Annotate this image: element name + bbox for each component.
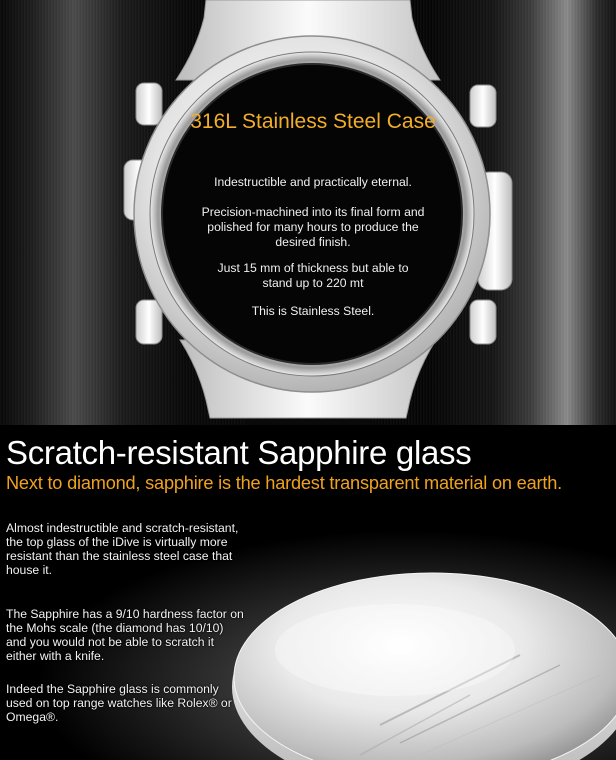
left-lower-pusher [136, 300, 162, 344]
left-upper-pusher [136, 83, 162, 125]
sapphire-paragraph-1: Almost indestructible and scratch-resistant, the top glass of the iDive is virtually more resistant than the stainless steel case that house it. [6, 521, 239, 577]
right-upper-pusher [470, 85, 496, 127]
case-paragraph-2: Precision-machined into its final form and polished for many hours to produce the desired finish. [201, 205, 425, 249]
case-paragraph-4: This is Stainless Steel. [251, 304, 375, 318]
case-paragraph-3: Just 15 mm of thickness but able to stand up to 220 mt [217, 261, 409, 290]
sapphire-title: Scratch-resistant Sapphire glass [6, 434, 472, 471]
sapphire-paragraph-3: Indeed the Sapphire glass is commonly used on top range watches like Rolex® or Omega®. [6, 682, 232, 724]
sapphire-subtitle: Next to diamond, sapphire is the hardest transparent material on earth. [6, 473, 562, 493]
sapphire-panel [0, 425, 616, 760]
case-title: 316L Stainless Steel Case [190, 110, 436, 133]
case-paragraph-1: Indestructible and practically eternal. [214, 175, 412, 189]
sapphire-paragraph-2: The Sapphire has a 9/10 hardness factor on the Mohs scale (the diamond has 10/10) and you would not be able to scratch it either with a knife. [6, 607, 244, 663]
right-lower-pusher [470, 300, 496, 344]
